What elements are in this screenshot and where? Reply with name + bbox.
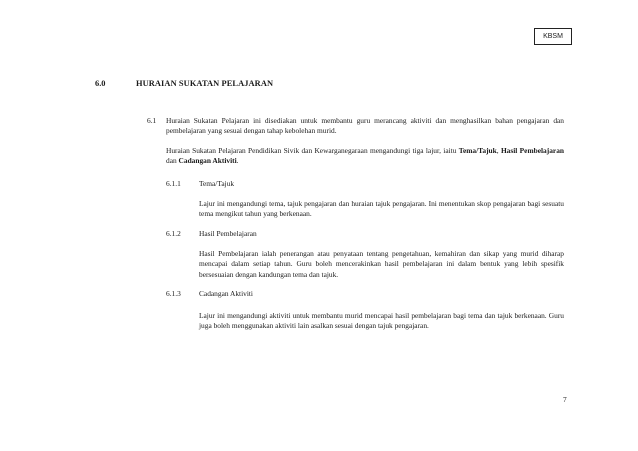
subsection-6-1-paragraph: Huraian Sukatan Pelajaran ini disediakan untuk membantu guru merancang aktiviti dan menghasilkan bahan pengajaran dan pembelajaran yang sesuai dengan tahap kebolehan murid. [166, 116, 564, 136]
subsection-6-1-3-paragraph: Lajur ini mengandungi aktiviti untuk membantu murid mencapai hasil pembelajaran bagi tema dan tajuk berkenaan. Guru juga boleh menggunakan aktiviti lain asalkan sesuai dengan tajuk pengajaran. [199, 311, 564, 331]
subsection-6-1-columns-paragraph [166, 146, 564, 167]
term-tema-tajuk: Tema/Tajuk [458, 146, 497, 155]
subsection-label-cadangan-aktiviti: Cadangan Aktiviti [199, 289, 253, 298]
subsection-label-tema-tajuk: Tema/Tajuk [199, 179, 235, 188]
term-cadangan-aktiviti: Cadangan Aktiviti [178, 156, 237, 166]
section-number: 6.0 [95, 79, 106, 88]
paragraph-text: Huraian Sukatan Pelajaran Pendidikan Sivik dan Kewarganegaraan mengandungi tiga lajur, iaitu [166, 146, 459, 155]
conjunction-text: dan [166, 156, 179, 166]
page-number: 7 [563, 395, 567, 404]
subsection-number-6-1: 6.1 [147, 116, 157, 125]
separator-text: , [496, 146, 501, 155]
subsection-number-6-1-2: 6.1.2 [166, 229, 181, 238]
kbsm-badge: KBSM [534, 28, 572, 45]
subsection-6-1-1-paragraph: Lajur ini mengandungi tema, tajuk pengajaran dan huraian tajuk pengajaran. Ini menentukan skop pengajaran bagi sesuatu tema mengikut tahun yang berkenaan. [199, 199, 564, 219]
section-title: HURAIAN SUKATAN PELAJARAN [136, 79, 274, 88]
subsection-6-1-2-paragraph: Hasil Pembelajaran ialah penerangan atau penyataan tentang pengetahuan, kemahiran dan sikap yang murid diharap mencapai dalam setiap tahun. Guru boleh mencerakinkan hasil pembelajaran ini dalam bentuk yang lebih spesifik bersesuaian dengan kandungan tema dan tajuk. [199, 249, 564, 279]
subsection-label-hasil-pembelajaran: Hasil Pembelajaran [199, 229, 257, 238]
subsection-number-6-1-3: 6.1.3 [166, 289, 181, 298]
period-text: . [236, 156, 239, 166]
term-hasil-pembelajaran: Hasil Pembelajaran [500, 146, 564, 155]
subsection-number-6-1-1: 6.1.1 [166, 179, 181, 188]
